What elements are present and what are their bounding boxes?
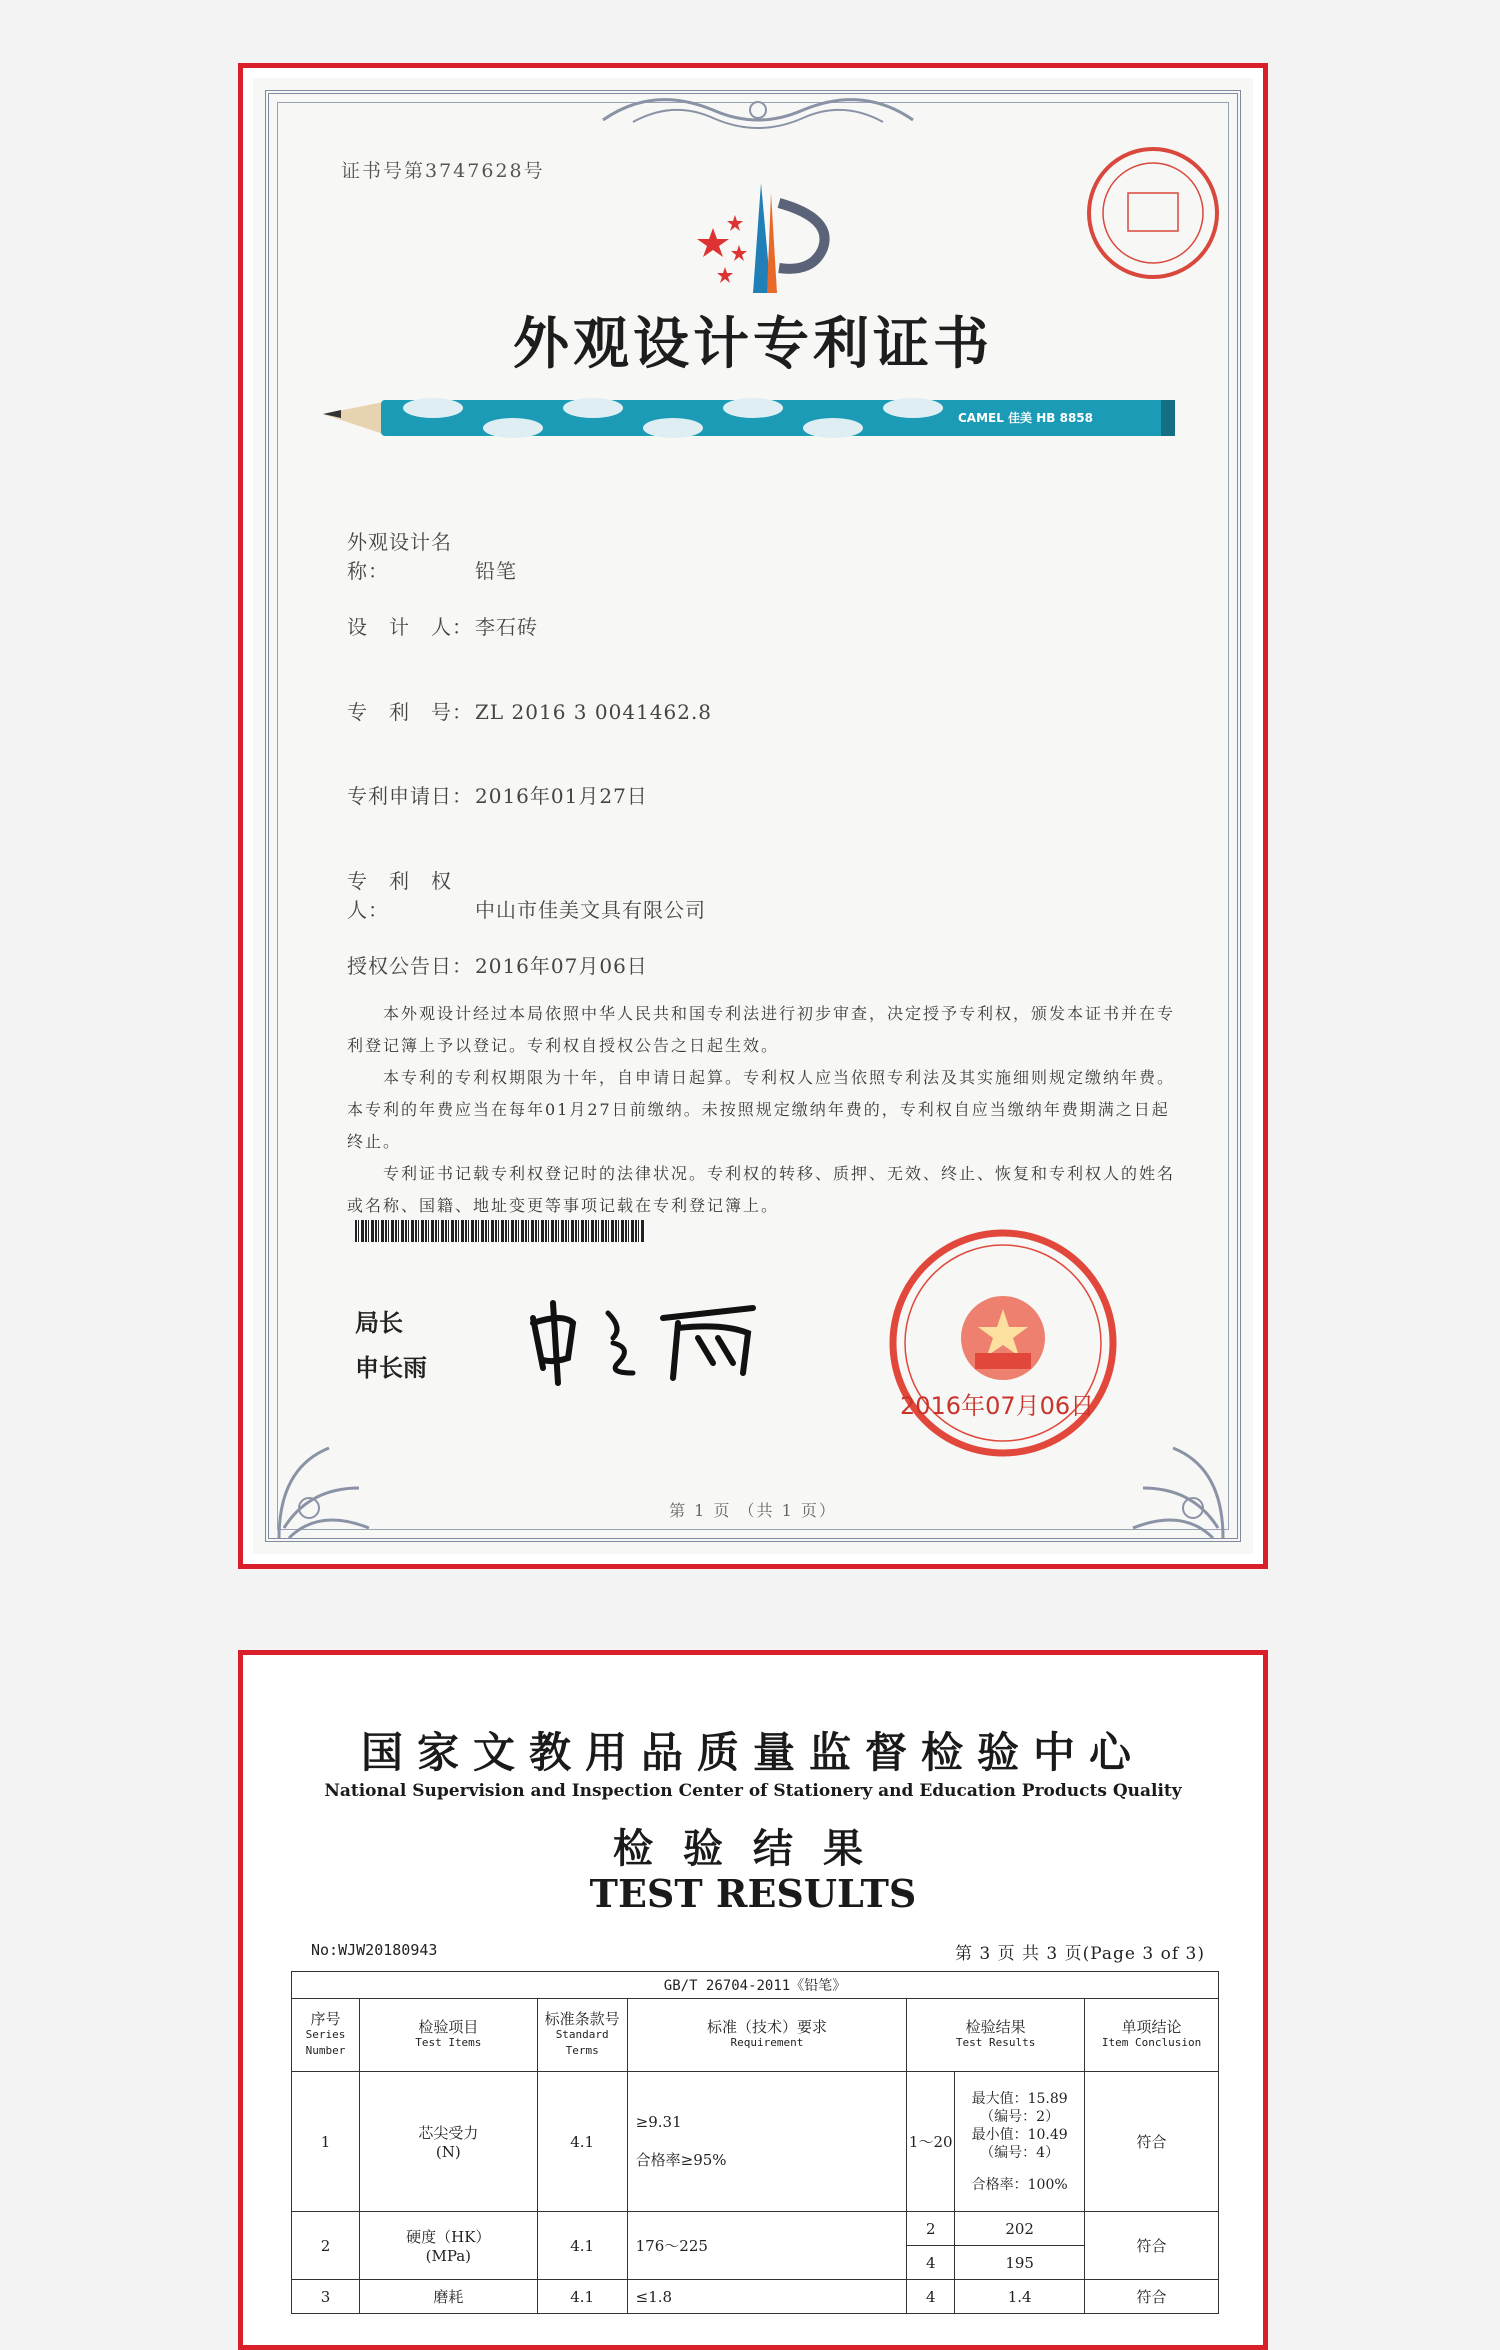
agency-seal-icon	[1083, 143, 1223, 283]
barcode	[355, 1220, 645, 1242]
row-result: 202	[955, 2212, 1085, 2246]
field-label: 专 利 权 人：	[347, 869, 473, 922]
field-patentee	[347, 865, 706, 923]
header-label-en: Test Results	[955, 2036, 1036, 2049]
header-label: 单项结论	[1121, 2018, 1182, 2036]
field-value: 铅笔	[475, 559, 517, 583]
standard-row	[292, 1972, 1219, 1999]
row-requirement: ≤1.8	[627, 2280, 907, 2314]
item-unit: (MPa)	[425, 2247, 472, 2265]
pencil-brand-label: CAMEL 佳美 HB 8858	[958, 411, 1094, 425]
bottom-left-ornament-icon	[269, 1428, 379, 1548]
director-signature	[513, 1278, 773, 1388]
table-row	[292, 2072, 1219, 2212]
row-conclusion: 符合	[1085, 2212, 1219, 2280]
certificate-paragraph: 本外观设计经过本局依照中华人民共和国专利法进行初步审查，决定授予专利权，颁发本证书并在专利登记簿上予以登记。专利权自授权公告之日起生效。	[347, 1004, 1176, 1055]
result-line: （编号：2）	[980, 2108, 1060, 2125]
row-item: 磨耗	[359, 2280, 537, 2314]
header-label: 标准条款号	[544, 2010, 620, 2028]
certificate-paragraph: 专利证书记载专利权登记时的法律状况。专利权的转移、质押、无效、终止、恢复和专利权人的姓名或名称、国籍、地址变更等事项记载在专利登记簿上。	[347, 1164, 1176, 1215]
field-label: 授权公告日：	[347, 954, 473, 978]
row-result: 1.4	[955, 2280, 1085, 2314]
field-value: ZL 2016 3 0041462.8	[475, 700, 713, 724]
patent-office-logo-icon	[683, 173, 833, 303]
header-label: 检验项目	[418, 2018, 479, 2036]
row-sample-no: 2	[907, 2212, 955, 2246]
table-header	[292, 1999, 1219, 2072]
requirement-line: 合格率≥95%	[635, 2151, 727, 2169]
certificate-paragraph: 本专利的专利权期限为十年，自申请日起算。专利权人应当依照专利法及其实施细则规定缴纳年费。本专利的年费应当在每年01月27日前缴纳。未按照规定缴纳年费的，专利权自应当缴纳年费期满之日起终止。	[347, 1068, 1176, 1151]
row-terms: 4.1	[537, 2072, 627, 2212]
director-name: 申长雨	[355, 1354, 427, 1382]
header-terms	[537, 1999, 627, 2072]
official-seal-icon	[883, 1223, 1123, 1463]
header-label-en: Requirement	[730, 2036, 804, 2049]
report-number: No:WJW20180943	[311, 1941, 438, 1959]
table-row	[292, 2280, 1219, 2314]
header-serial	[292, 1999, 360, 2072]
row-requirement: 176～225	[627, 2212, 907, 2280]
row-serial: 2	[292, 2212, 360, 2280]
result-pass-rate: 合格率：100%	[971, 2176, 1068, 2193]
row-terms: 4.1	[537, 2280, 627, 2314]
item-name: 硬度（HK）	[406, 2228, 491, 2246]
report-page: 第 3 页 共 3 页(Page 3 of 3)	[954, 1944, 1205, 1964]
field-grant-date	[347, 950, 648, 979]
row-terms: 4.1	[537, 2212, 627, 2280]
header-label-en: Series Number	[305, 2028, 346, 2057]
results-table	[291, 1971, 1219, 2314]
top-ornament-icon	[593, 80, 923, 140]
director-title: 局长	[355, 1309, 403, 1337]
result-line: 最大值：15.89	[971, 2090, 1068, 2107]
row-item	[359, 2212, 537, 2280]
certificate-title: 外观设计专利证书	[513, 312, 993, 377]
header-label-en: Standard Terms	[555, 2028, 609, 2057]
test-report	[238, 1650, 1268, 2350]
header-label: 序号	[310, 2010, 341, 2028]
row-serial: 3	[292, 2280, 360, 2314]
patent-certificate	[238, 63, 1268, 1569]
field-patent-number	[347, 696, 712, 725]
header-label-en: Test Items	[415, 2036, 482, 2049]
header-label: 标准（技术）要求	[706, 2018, 827, 2036]
field-label: 专利申请日：	[347, 784, 473, 808]
header-label-en: Item Conclusion	[1101, 2036, 1202, 2049]
field-value: 李石砖	[475, 615, 538, 639]
row-sample-no: 4	[907, 2280, 955, 2314]
seal-date: 2016年07月06日	[900, 1392, 1095, 1420]
header-item	[359, 1999, 537, 2072]
row-result: 195	[955, 2246, 1085, 2280]
report-title-en: TEST RESULTS	[589, 1871, 917, 1916]
row-conclusion: 符合	[1085, 2072, 1219, 2212]
row-conclusion: 符合	[1085, 2280, 1219, 2314]
standard-cell: GB/T 26704-2011《铅笔》	[292, 1972, 1219, 1999]
result-line: 最小值：10.49	[971, 2126, 1068, 2143]
field-design-name	[347, 526, 517, 584]
field-designer	[347, 611, 538, 640]
row-serial: 1	[292, 2072, 360, 2212]
requirement-line: ≥9.31	[635, 2113, 682, 2131]
field-label: 设 计 人：	[347, 615, 473, 639]
row-item	[359, 2072, 537, 2212]
org-name-cn: 国家文教用品质量监督检验中心	[360, 1728, 1145, 1777]
field-value: 2016年01月27日	[475, 784, 648, 808]
certificate-number: 证书号第3747628号	[341, 160, 545, 182]
table-row	[292, 2212, 1219, 2246]
report-title-cn: 检验结果	[613, 1826, 893, 1872]
field-value: 2016年07月06日	[475, 954, 648, 978]
field-label: 外观设计名称：	[347, 530, 452, 583]
page-note: 第 1 页 （共 1 页）	[669, 1501, 837, 1520]
item-name: 芯尖受力	[418, 2124, 479, 2142]
row-sample-no: 4	[907, 2246, 955, 2280]
row-range: 1～20	[907, 2072, 955, 2212]
header-conclusion	[1085, 1999, 1219, 2072]
org-name-en: National Supervision and Inspection Center of Stationery and Education Products Quality	[324, 1781, 1182, 1801]
item-unit: (N)	[435, 2143, 461, 2161]
field-label: 专 利 号：	[347, 700, 473, 724]
result-line: （编号：4）	[980, 2144, 1060, 2161]
field-value: 中山市佳美文具有限公司	[475, 898, 706, 922]
header-label: 检验结果	[965, 2018, 1026, 2036]
row-result	[955, 2072, 1085, 2212]
bottom-right-ornament-icon	[1123, 1428, 1233, 1548]
row-requirement	[627, 2072, 907, 2212]
field-application-date	[347, 780, 648, 809]
header-results	[907, 1999, 1085, 2072]
header-requirement	[627, 1999, 907, 2072]
